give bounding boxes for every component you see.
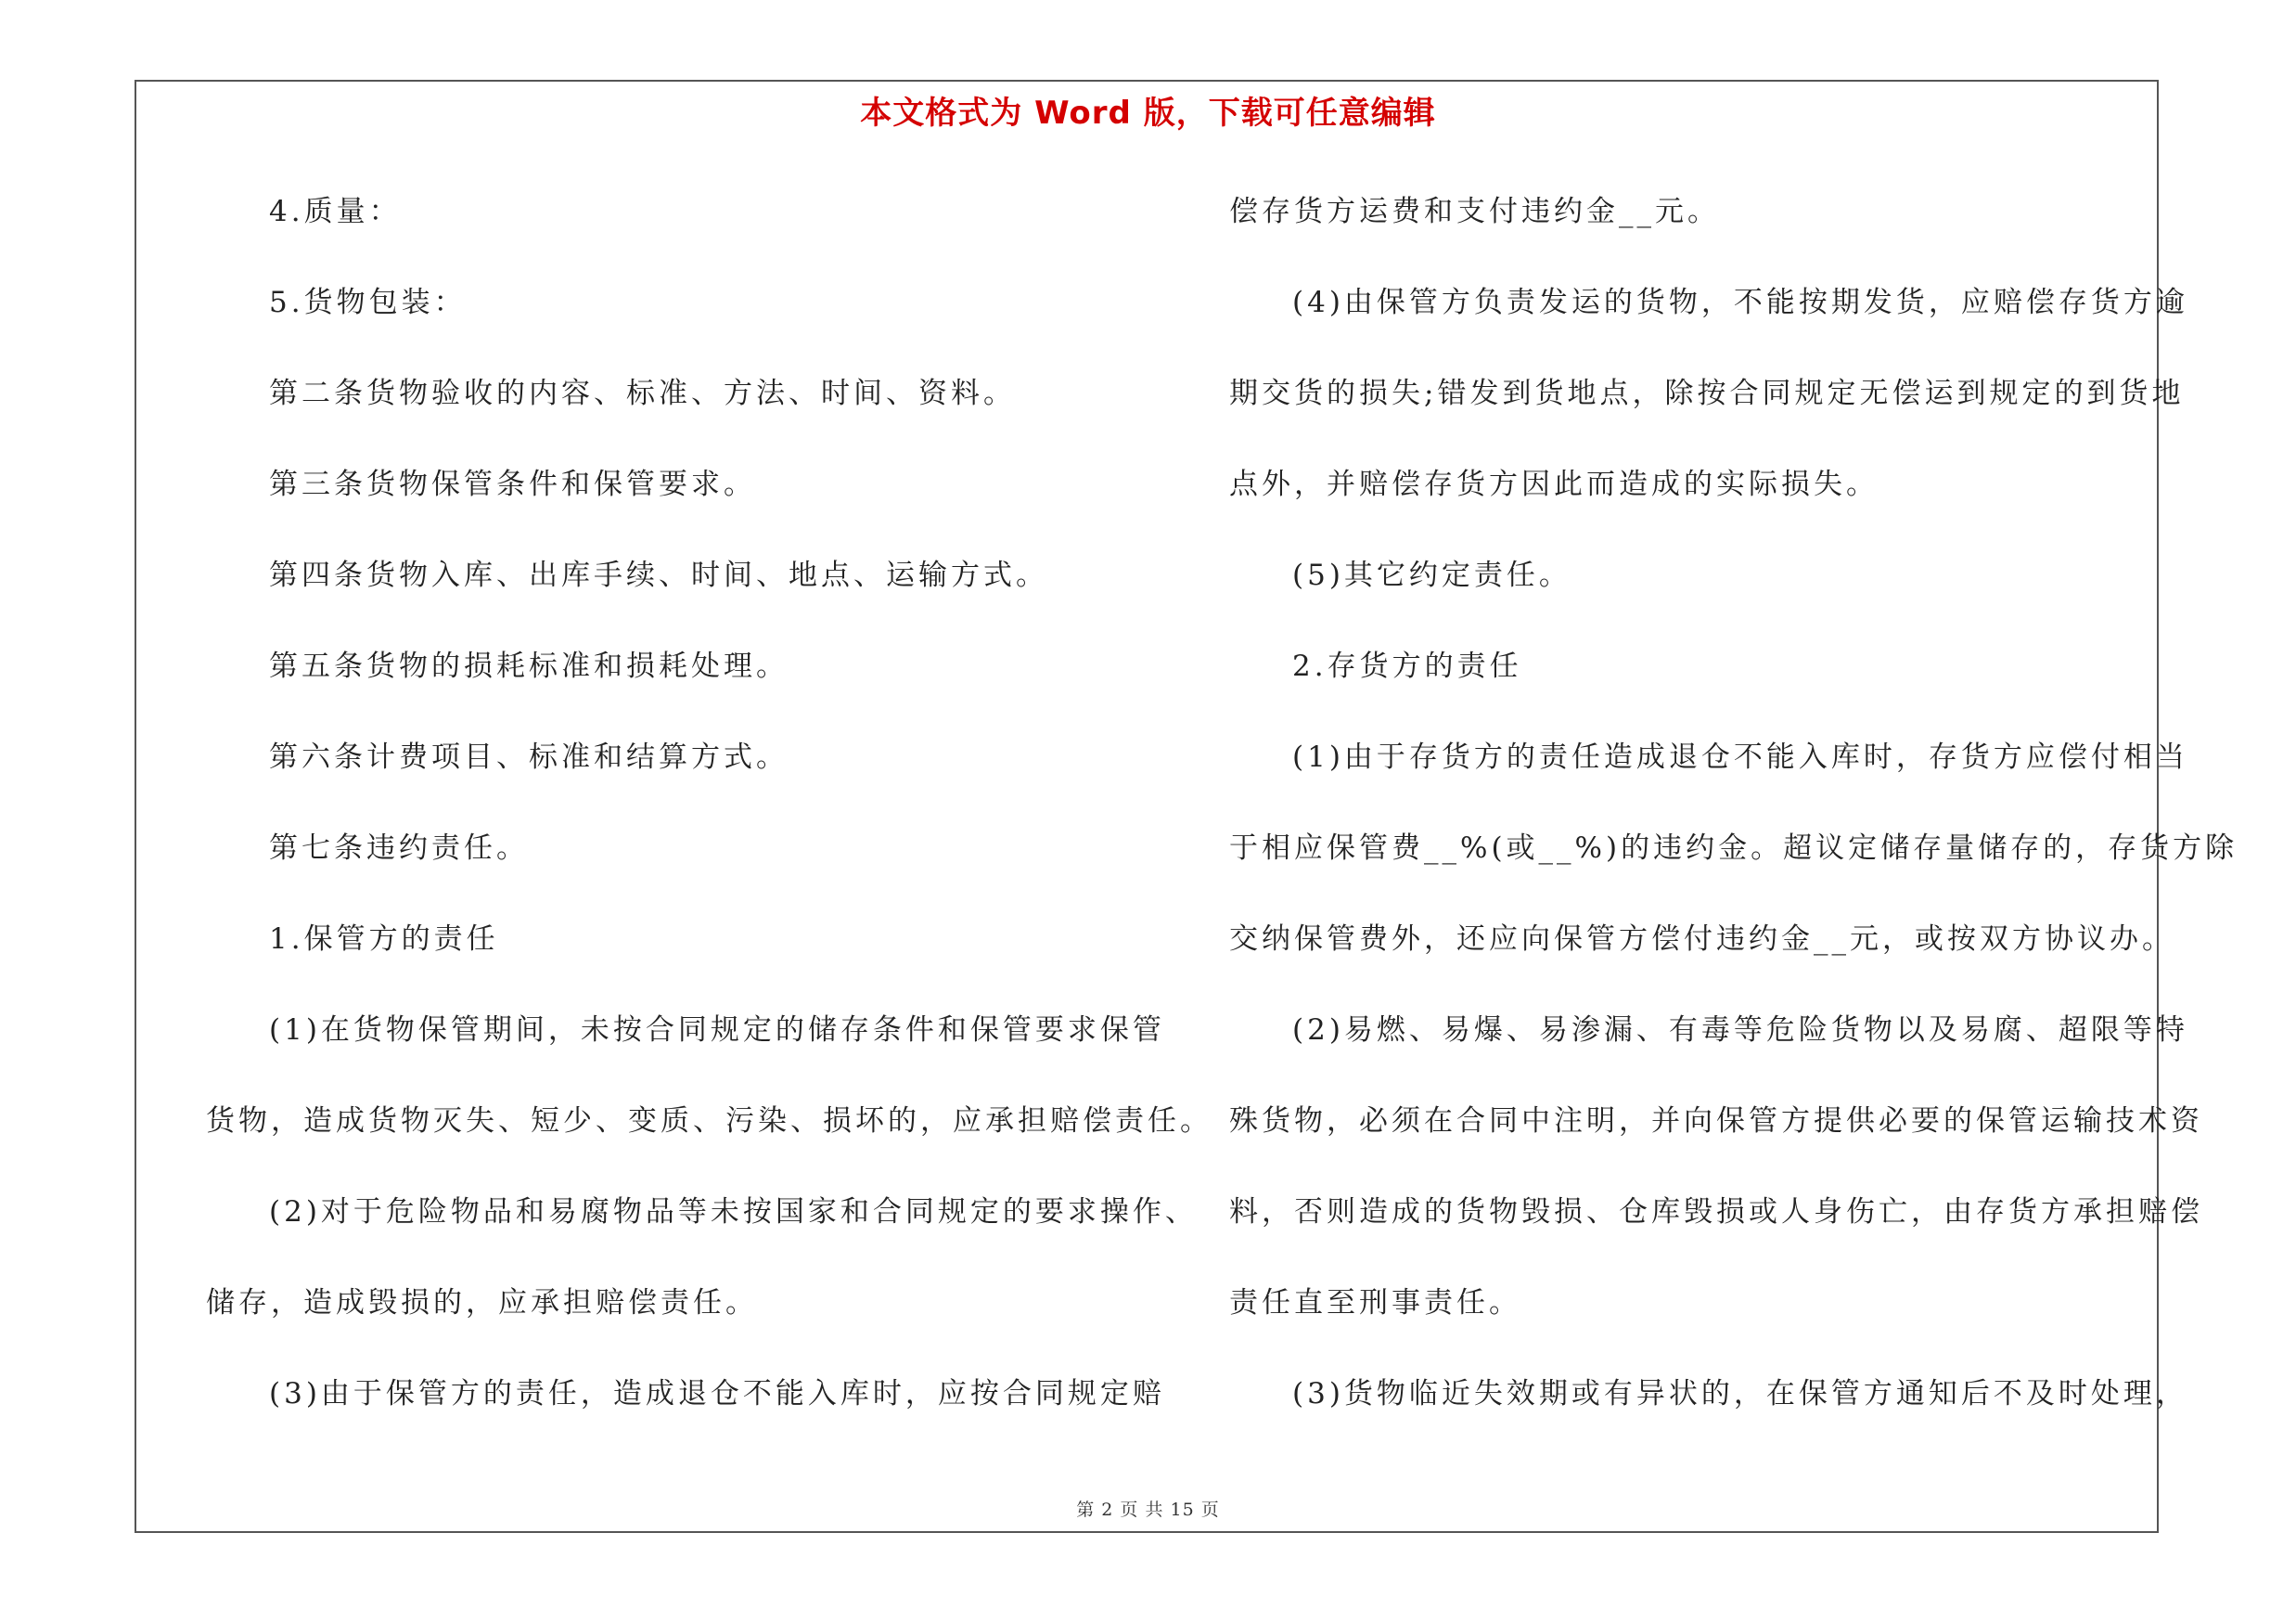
- text-line: (1)由于存货方的责任造成退仓不能入库时，存货方应偿付相当: [1292, 741, 2188, 774]
- text-line: 第四条货物入库、出库手续、时间、地点、运输方式。: [269, 559, 1048, 592]
- text-line: 料，否则造成的货物毁损、仓库毁损或人身伤亡，由存货方承担赔偿: [1229, 1195, 2203, 1229]
- text-line: 1.保管方的责任: [269, 922, 499, 956]
- text-line: (2)对于危险物品和易腐物品等未按国家和合同规定的要求操作、: [269, 1195, 1198, 1229]
- text-line: 第五条货物的损耗标准和损耗处理。: [269, 650, 789, 683]
- text-line: 2.存货方的责任: [1292, 650, 1522, 683]
- text-line: 期交货的损失;错发到货地点，除按合同规定无偿运到规定的到货地: [1229, 377, 2185, 410]
- text-line: 偿存货方运费和支付违约金__元。: [1229, 195, 1720, 228]
- text-line: 第六条计费项目、标准和结算方式。: [269, 741, 789, 774]
- text-line: (2)易燃、易爆、易渗漏、有毒等危险货物以及易腐、超限等特: [1292, 1013, 2188, 1047]
- text-line: 4.质量：: [269, 195, 402, 228]
- text-line: 责任直至刑事责任。: [1229, 1286, 1521, 1320]
- text-line: 5.货物包装：: [269, 286, 467, 319]
- text-line: (1)在货物保管期间，未按合同规定的储存条件和保管要求保管: [269, 1013, 1165, 1047]
- text-line: 货物，造成货物灭失、短少、变质、污染、损坏的，应承担赔偿责任。: [206, 1104, 1212, 1138]
- right-text-column: [1229, 184, 2238, 1457]
- text-line: 点外，并赔偿存货方因此而造成的实际损失。: [1229, 468, 1879, 501]
- text-line: 第二条货物验收的内容、标准、方法、时间、资料。: [269, 377, 1016, 410]
- editable-format-banner: 本文格式为 Word 版，下载可任意编辑: [860, 95, 1436, 132]
- text-line: (5)其它约定责任。: [1292, 559, 1571, 592]
- text-line: (3)由于保管方的责任，造成退仓不能入库时，应按合同规定赔: [269, 1377, 1165, 1410]
- text-line: 储存，造成毁损的，应承担赔偿责任。: [206, 1286, 758, 1320]
- text-line: (3)货物临近失效期或有异状的，在保管方通知后不及时处理，: [1292, 1377, 2188, 1410]
- text-line: 第三条货物保管条件和保管要求。: [269, 468, 756, 501]
- text-line: 殊货物，必须在合同中注明，并向保管方提供必要的保管运输技术资: [1229, 1104, 2203, 1138]
- text-line: 于相应保管费__%(或__%)的违约金。超议定储存量储存的，存货方除: [1229, 831, 2238, 865]
- text-line: (4)由保管方负责发运的货物，不能按期发货，应赔偿存货方逾: [1292, 286, 2188, 319]
- page-number-footer: 第 2 页 共 15 页: [1076, 1500, 1220, 1520]
- text-line: 第七条违约责任。: [269, 831, 529, 865]
- left-text-column: [206, 184, 1212, 1457]
- text-line: 交纳保管费外，还应向保管方偿付违约金__元，或按双方协议办。: [1229, 922, 2174, 956]
